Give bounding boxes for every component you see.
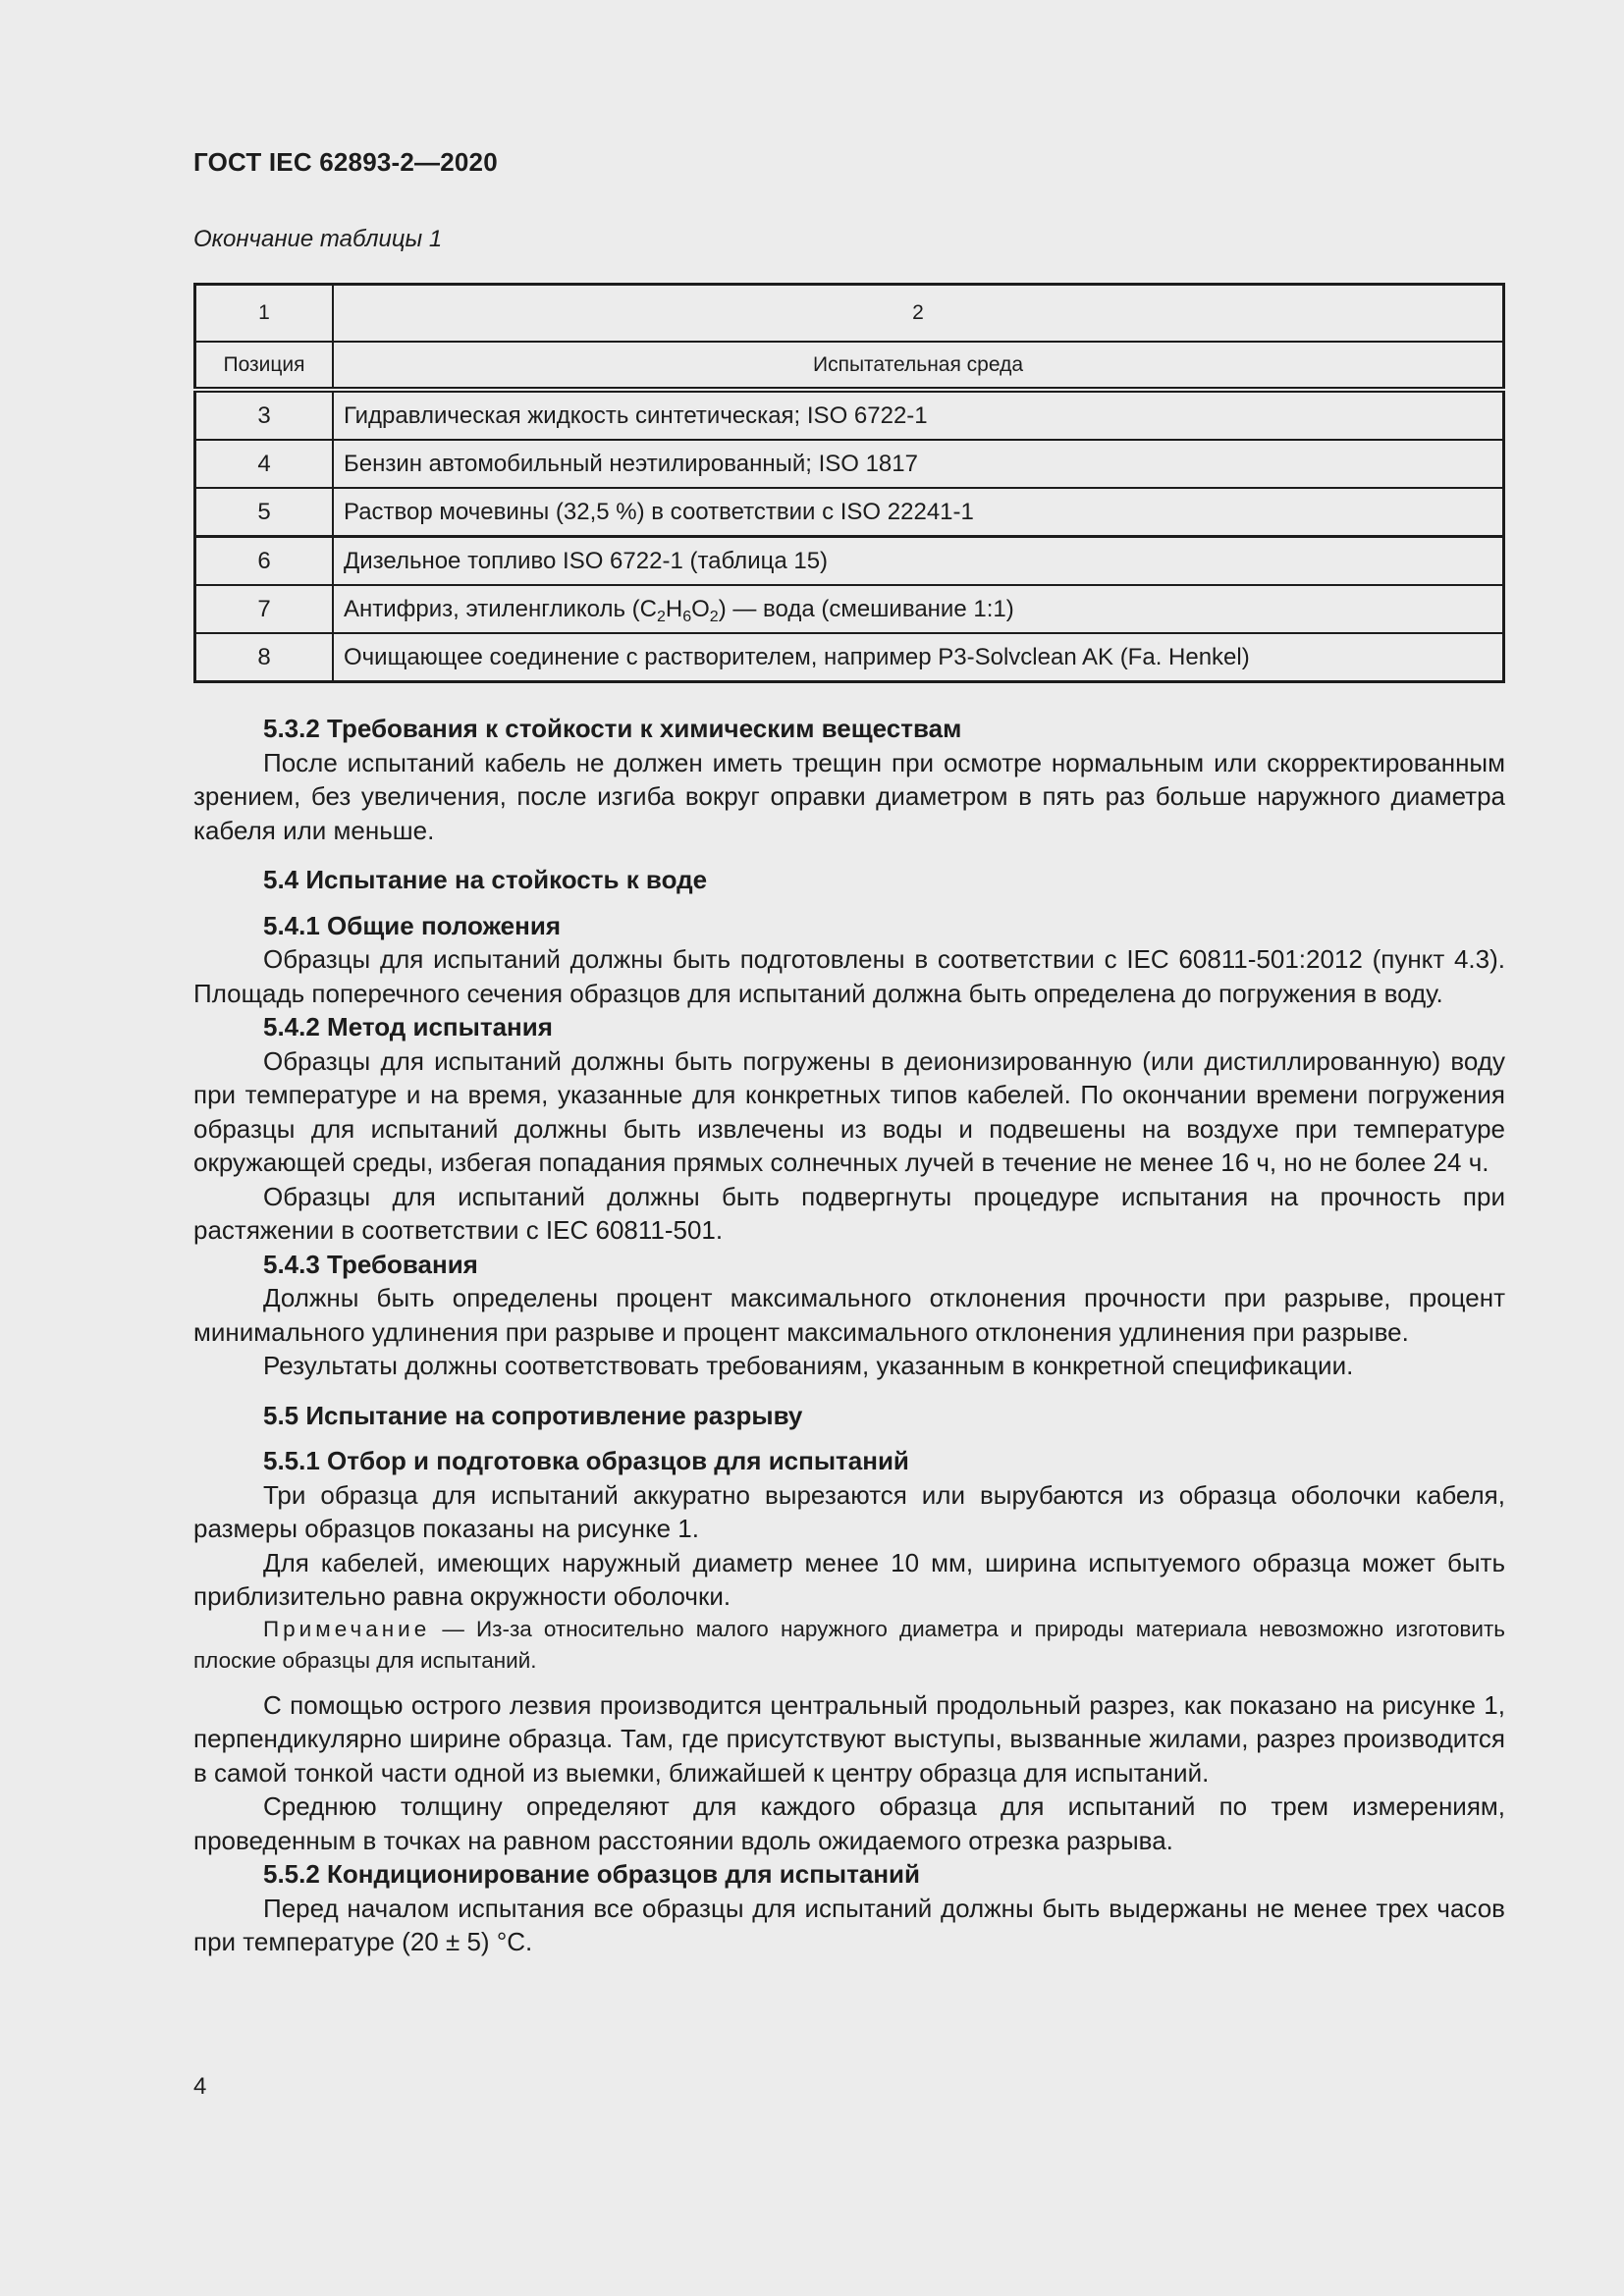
section-heading: 5.4.3 Требования (263, 1249, 478, 1279)
row-medium: Раствор мочевины (32,5 %) в соответствии с ISO 22241-1 (333, 488, 1504, 537)
medium-text-mid: O (691, 595, 710, 622)
note-text: — Из-за относительно малого наружного диаметра и природы материала невозможно изготовить плоские образцы для испытаний. (193, 1616, 1505, 1673)
table-row (195, 390, 1504, 440)
paragraph: Перед началом испытания все образцы для испытаний должны быть выдержаны не менее трех часов при температуре (20 ± 5) °C. (193, 1893, 1505, 1956)
paragraph: После испытаний кабель не должен иметь трещин при осмотре нормальным или скорректированным зрением, без увеличения, после изгиба вокруг оправки диаметром в пять раз больше наружного диаметра кабеля или меньше. (193, 747, 1505, 845)
section-heading: 5.5 Испытание на сопротивление разрыву (263, 1400, 803, 1430)
row-medium: Бензин автомобильный неэтилированный; ISO 1817 (333, 440, 1504, 488)
paragraph: Образцы для испытаний должны быть погружены в деионизированную (или дистиллированную) воду при температуре и на время, указанные для конкретных типов кабелей. По окончании времени погружения образцы для испытаний должны быть извлечены из воды и подвешены на воздухе при температуре окружающей среды, избегая попадания прямых солнечных лучей в течение не менее 16 ч, но не более 24 ч. (193, 1045, 1505, 1177)
row-medium-formula (333, 585, 1504, 633)
row-medium: Очищающее соединение с растворителем, например P3-Solvclean AK (Fa. Henkel) (333, 633, 1504, 682)
paragraph: Образцы для испытаний должны быть подготовлены в соответствии с IEC 60811-501:2012 (пункт 4.3). Площадь поперечного сечения образцов для испытаний должна быть определена до погружения в воду. (193, 944, 1505, 1008)
row-position: 7 (195, 585, 334, 633)
paragraph: Три образца для испытаний аккуратно вырезаются или вырубаются из образца оболочки кабеля, размеры образцов показаны на рисунке 1. (193, 1479, 1505, 1543)
table-row (195, 488, 1504, 537)
row-position: 8 (195, 633, 334, 682)
paragraph: С помощью острого лезвия производится центральный продольный разрез, как показано на рисунке 1, перпендикулярно ширине образца. Там, где присутствуют выступы, вызванные жилами, разрез производится в самой тонкой части одной из выемки, ближайшей к центру образца для испытаний. (193, 1689, 1505, 1788)
row-position: 3 (195, 390, 334, 440)
medium-text-mid: H (665, 595, 683, 622)
section-heading: 5.4 Испытание на стойкость к воде (263, 865, 708, 894)
row-medium: Дизельное топливо ISO 6722-1 (таблица 15) (333, 537, 1504, 586)
section-heading: 5.4.2 Метод испытания (263, 1012, 553, 1041)
column-number-1: 1 (195, 285, 334, 343)
section-heading: 5.5.1 Отбор и подготовка образцов для испытаний (263, 1446, 909, 1475)
row-medium: Гидравлическая жидкость синтетическая; ISO 6722-1 (333, 390, 1504, 440)
standard-designation: ГОСТ IEC 62893-2—2020 (193, 147, 498, 177)
test-media-table (193, 283, 1505, 683)
column-number-2: 2 (333, 285, 1504, 343)
table-row (195, 585, 1504, 633)
row-position: 5 (195, 488, 334, 537)
table-row (195, 537, 1504, 586)
subscript: 6 (682, 608, 692, 625)
row-position: 4 (195, 440, 334, 488)
paragraph: Должны быть определены процент максимального отклонения прочности при разрыве, процент минимального удлинения при разрыве и процент максимального отклонения удлинения при разрыве. (193, 1283, 1505, 1347)
page-number: 4 (193, 2073, 207, 2100)
header-test-medium: Испытательная среда (333, 342, 1504, 390)
body-text (193, 712, 1505, 1959)
medium-text-post: ) — вода (смешивание 1:1) (718, 595, 1014, 622)
table-caption: Окончание таблицы 1 (193, 226, 443, 252)
note (193, 1614, 1505, 1677)
medium-text-pre: Антифриз, этиленгликоль (C (344, 595, 657, 622)
section-heading: 5.4.1 Общие положения (263, 910, 561, 940)
subscript: 2 (709, 608, 719, 625)
section-heading: 5.5.2 Кондиционирование образцов для испытаний (263, 1859, 920, 1889)
paragraph: Результаты должны соответствовать требованиям, указанным в конкретной спецификации. (263, 1351, 1354, 1380)
section-heading: 5.3.2 Требования к стойкости к химическим веществам (263, 714, 962, 743)
subscript: 2 (656, 608, 666, 625)
table-row (195, 633, 1504, 682)
note-label: Примечание (263, 1616, 431, 1641)
table-header-row (195, 342, 1504, 390)
paragraph: Для кабелей, имеющих наружный диаметр менее 10 мм, ширина испытуемого образца может быть приблизительно равна окружности оболочки. (193, 1547, 1505, 1611)
header-position: Позиция (195, 342, 334, 390)
table-column-numbers (195, 285, 1504, 343)
paragraph: Среднюю толщину определяют для каждого образца для испытаний по трем измерениям, проведенным в точках на равном расстоянии вдоль ожидаемого отрезка разрыва. (193, 1791, 1505, 1855)
paragraph: Образцы для испытаний должны быть подвергнуты процедуре испытания на прочность при растяжении в соответствии с IEC 60811-501. (193, 1181, 1505, 1245)
table-row (195, 440, 1504, 488)
row-position: 6 (195, 537, 334, 586)
